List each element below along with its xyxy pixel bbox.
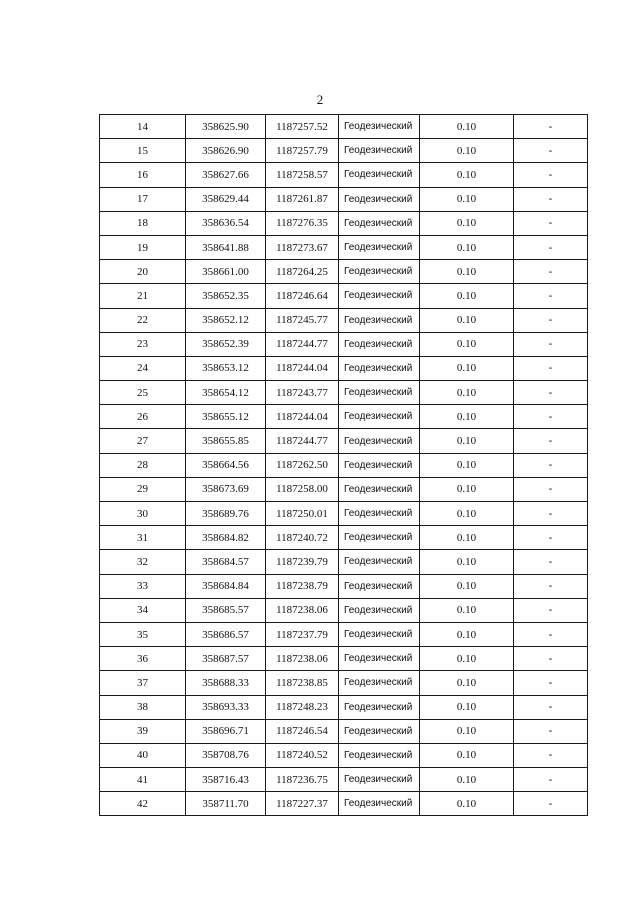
method-cell: Геодезический <box>339 235 420 259</box>
method-cell: Геодезический <box>339 647 420 671</box>
x-coordinate-cell: 358693.33 <box>186 695 266 719</box>
x-coordinate-cell: 358626.90 <box>186 139 266 163</box>
accuracy-cell: 0.10 <box>420 792 514 816</box>
table-row <box>100 260 588 284</box>
point-number-cell: 34 <box>100 598 186 622</box>
accuracy-cell: 0.10 <box>420 163 514 187</box>
method-cell: Геодезический <box>339 502 420 526</box>
x-coordinate-cell: 358664.56 <box>186 453 266 477</box>
table-row <box>100 502 588 526</box>
x-coordinate-cell: 358684.84 <box>186 574 266 598</box>
description-cell: - <box>514 719 588 743</box>
description-cell: - <box>514 647 588 671</box>
method-cell: Геодезический <box>339 356 420 380</box>
table-row <box>100 308 588 332</box>
description-cell: - <box>514 381 588 405</box>
method-cell: Геодезический <box>339 381 420 405</box>
point-number-cell: 16 <box>100 163 186 187</box>
y-coordinate-cell: 1187244.77 <box>266 332 339 356</box>
x-coordinate-cell: 358652.39 <box>186 332 266 356</box>
x-coordinate-cell: 358689.76 <box>186 502 266 526</box>
method-cell: Геодезический <box>339 768 420 792</box>
table-row <box>100 356 588 380</box>
point-number-cell: 15 <box>100 139 186 163</box>
point-number-cell: 14 <box>100 115 186 139</box>
table-row <box>100 187 588 211</box>
point-number-cell: 33 <box>100 574 186 598</box>
accuracy-cell: 0.10 <box>420 284 514 308</box>
y-coordinate-cell: 1187240.72 <box>266 526 339 550</box>
x-coordinate-cell: 358641.88 <box>186 235 266 259</box>
table-row <box>100 139 588 163</box>
description-cell: - <box>514 429 588 453</box>
y-coordinate-cell: 1187257.52 <box>266 115 339 139</box>
description-cell: - <box>514 695 588 719</box>
table-row <box>100 792 588 816</box>
description-cell: - <box>514 235 588 259</box>
description-cell: - <box>514 526 588 550</box>
method-cell: Геодезический <box>339 695 420 719</box>
description-cell: - <box>514 115 588 139</box>
x-coordinate-cell: 358684.82 <box>186 526 266 550</box>
y-coordinate-cell: 1187250.01 <box>266 502 339 526</box>
method-cell: Геодезический <box>339 429 420 453</box>
accuracy-cell: 0.10 <box>420 768 514 792</box>
point-number-cell: 19 <box>100 235 186 259</box>
method-cell: Геодезический <box>339 550 420 574</box>
table-row <box>100 453 588 477</box>
point-number-cell: 36 <box>100 647 186 671</box>
point-number-cell: 27 <box>100 429 186 453</box>
table-row <box>100 647 588 671</box>
x-coordinate-cell: 358685.57 <box>186 598 266 622</box>
table-row <box>100 405 588 429</box>
table-row <box>100 574 588 598</box>
x-coordinate-cell: 358629.44 <box>186 187 266 211</box>
x-coordinate-cell: 358686.57 <box>186 622 266 646</box>
table-row <box>100 743 588 767</box>
y-coordinate-cell: 1187246.54 <box>266 719 339 743</box>
method-cell: Геодезический <box>339 211 420 235</box>
x-coordinate-cell: 358673.69 <box>186 477 266 501</box>
method-cell: Геодезический <box>339 284 420 308</box>
method-cell: Геодезический <box>339 719 420 743</box>
description-cell: - <box>514 550 588 574</box>
x-coordinate-cell: 358652.35 <box>186 284 266 308</box>
description-cell: - <box>514 574 588 598</box>
accuracy-cell: 0.10 <box>420 187 514 211</box>
accuracy-cell: 0.10 <box>420 550 514 574</box>
coordinates-table-body <box>100 115 588 816</box>
description-cell: - <box>514 187 588 211</box>
y-coordinate-cell: 1187243.77 <box>266 381 339 405</box>
accuracy-cell: 0.10 <box>420 526 514 550</box>
x-coordinate-cell: 358655.85 <box>186 429 266 453</box>
point-number-cell: 24 <box>100 356 186 380</box>
y-coordinate-cell: 1187262.50 <box>266 453 339 477</box>
y-coordinate-cell: 1187264.25 <box>266 260 339 284</box>
y-coordinate-cell: 1187227.37 <box>266 792 339 816</box>
point-number-cell: 26 <box>100 405 186 429</box>
description-cell: - <box>514 260 588 284</box>
x-coordinate-cell: 358716.43 <box>186 768 266 792</box>
point-number-cell: 17 <box>100 187 186 211</box>
accuracy-cell: 0.10 <box>420 671 514 695</box>
y-coordinate-cell: 1187245.77 <box>266 308 339 332</box>
point-number-cell: 25 <box>100 381 186 405</box>
x-coordinate-cell: 358652.12 <box>186 308 266 332</box>
y-coordinate-cell: 1187238.06 <box>266 598 339 622</box>
point-number-cell: 37 <box>100 671 186 695</box>
point-number-cell: 29 <box>100 477 186 501</box>
x-coordinate-cell: 358661.00 <box>186 260 266 284</box>
table-row <box>100 284 588 308</box>
table-row <box>100 719 588 743</box>
description-cell: - <box>514 284 588 308</box>
method-cell: Геодезический <box>339 139 420 163</box>
point-number-cell: 32 <box>100 550 186 574</box>
accuracy-cell: 0.10 <box>420 235 514 259</box>
method-cell: Геодезический <box>339 260 420 284</box>
table-row <box>100 115 588 139</box>
y-coordinate-cell: 1187238.06 <box>266 647 339 671</box>
y-coordinate-cell: 1187239.79 <box>266 550 339 574</box>
description-cell: - <box>514 502 588 526</box>
x-coordinate-cell: 358654.12 <box>186 381 266 405</box>
table-row <box>100 671 588 695</box>
y-coordinate-cell: 1187257.79 <box>266 139 339 163</box>
point-number-cell: 22 <box>100 308 186 332</box>
point-number-cell: 28 <box>100 453 186 477</box>
y-coordinate-cell: 1187238.79 <box>266 574 339 598</box>
method-cell: Геодезический <box>339 332 420 356</box>
y-coordinate-cell: 1187244.04 <box>266 356 339 380</box>
description-cell: - <box>514 453 588 477</box>
method-cell: Геодезический <box>339 308 420 332</box>
method-cell: Геодезический <box>339 792 420 816</box>
point-number-cell: 21 <box>100 284 186 308</box>
accuracy-cell: 0.10 <box>420 381 514 405</box>
accuracy-cell: 0.10 <box>420 574 514 598</box>
point-number-cell: 40 <box>100 743 186 767</box>
x-coordinate-cell: 358627.66 <box>186 163 266 187</box>
method-cell: Геодезический <box>339 163 420 187</box>
x-coordinate-cell: 358708.76 <box>186 743 266 767</box>
table-row <box>100 381 588 405</box>
method-cell: Геодезический <box>339 598 420 622</box>
y-coordinate-cell: 1187244.77 <box>266 429 339 453</box>
y-coordinate-cell: 1187238.85 <box>266 671 339 695</box>
accuracy-cell: 0.10 <box>420 622 514 646</box>
accuracy-cell: 0.10 <box>420 743 514 767</box>
description-cell: - <box>514 743 588 767</box>
point-number-cell: 35 <box>100 622 186 646</box>
accuracy-cell: 0.10 <box>420 405 514 429</box>
table-row <box>100 163 588 187</box>
table-row <box>100 235 588 259</box>
table-row <box>100 429 588 453</box>
description-cell: - <box>514 308 588 332</box>
accuracy-cell: 0.10 <box>420 598 514 622</box>
x-coordinate-cell: 358684.57 <box>186 550 266 574</box>
table-row <box>100 695 588 719</box>
description-cell: - <box>514 622 588 646</box>
method-cell: Геодезический <box>339 743 420 767</box>
point-number-cell: 20 <box>100 260 186 284</box>
y-coordinate-cell: 1187276.35 <box>266 211 339 235</box>
x-coordinate-cell: 358655.12 <box>186 405 266 429</box>
accuracy-cell: 0.10 <box>420 719 514 743</box>
point-number-cell: 41 <box>100 768 186 792</box>
x-coordinate-cell: 358625.90 <box>186 115 266 139</box>
y-coordinate-cell: 1187258.57 <box>266 163 339 187</box>
description-cell: - <box>514 139 588 163</box>
point-number-cell: 31 <box>100 526 186 550</box>
method-cell: Геодезический <box>339 187 420 211</box>
y-coordinate-cell: 1187240.52 <box>266 743 339 767</box>
table-row <box>100 768 588 792</box>
y-coordinate-cell: 1187261.87 <box>266 187 339 211</box>
accuracy-cell: 0.10 <box>420 139 514 163</box>
description-cell: - <box>514 163 588 187</box>
x-coordinate-cell: 358711.70 <box>186 792 266 816</box>
accuracy-cell: 0.10 <box>420 308 514 332</box>
accuracy-cell: 0.10 <box>420 429 514 453</box>
method-cell: Геодезический <box>339 405 420 429</box>
accuracy-cell: 0.10 <box>420 356 514 380</box>
method-cell: Геодезический <box>339 671 420 695</box>
coordinates-table <box>99 114 588 816</box>
accuracy-cell: 0.10 <box>420 332 514 356</box>
x-coordinate-cell: 358696.71 <box>186 719 266 743</box>
description-cell: - <box>514 477 588 501</box>
description-cell: - <box>514 211 588 235</box>
y-coordinate-cell: 1187237.79 <box>266 622 339 646</box>
table-row <box>100 211 588 235</box>
description-cell: - <box>514 356 588 380</box>
accuracy-cell: 0.10 <box>420 211 514 235</box>
description-cell: - <box>514 768 588 792</box>
y-coordinate-cell: 1187246.64 <box>266 284 339 308</box>
table-row <box>100 526 588 550</box>
method-cell: Геодезический <box>339 622 420 646</box>
accuracy-cell: 0.10 <box>420 477 514 501</box>
y-coordinate-cell: 1187244.04 <box>266 405 339 429</box>
description-cell: - <box>514 671 588 695</box>
y-coordinate-cell: 1187258.00 <box>266 477 339 501</box>
table-row <box>100 550 588 574</box>
x-coordinate-cell: 358688.33 <box>186 671 266 695</box>
table-row <box>100 332 588 356</box>
description-cell: - <box>514 332 588 356</box>
method-cell: Геодезический <box>339 574 420 598</box>
x-coordinate-cell: 358687.57 <box>186 647 266 671</box>
point-number-cell: 39 <box>100 719 186 743</box>
accuracy-cell: 0.10 <box>420 260 514 284</box>
accuracy-cell: 0.10 <box>420 695 514 719</box>
description-cell: - <box>514 792 588 816</box>
method-cell: Геодезический <box>339 477 420 501</box>
point-number-cell: 30 <box>100 502 186 526</box>
point-number-cell: 18 <box>100 211 186 235</box>
y-coordinate-cell: 1187273.67 <box>266 235 339 259</box>
point-number-cell: 23 <box>100 332 186 356</box>
accuracy-cell: 0.10 <box>420 647 514 671</box>
accuracy-cell: 0.10 <box>420 453 514 477</box>
description-cell: - <box>514 598 588 622</box>
x-coordinate-cell: 358636.54 <box>186 211 266 235</box>
page-number: 2 <box>316 92 324 107</box>
x-coordinate-cell: 358653.12 <box>186 356 266 380</box>
accuracy-cell: 0.10 <box>420 115 514 139</box>
y-coordinate-cell: 1187248.23 <box>266 695 339 719</box>
table-row <box>100 622 588 646</box>
point-number-cell: 38 <box>100 695 186 719</box>
accuracy-cell: 0.10 <box>420 502 514 526</box>
table-row <box>100 598 588 622</box>
method-cell: Геодезический <box>339 453 420 477</box>
description-cell: - <box>514 405 588 429</box>
table-row <box>100 477 588 501</box>
y-coordinate-cell: 1187236.75 <box>266 768 339 792</box>
method-cell: Геодезический <box>339 526 420 550</box>
point-number-cell: 42 <box>100 792 186 816</box>
method-cell: Геодезический <box>339 115 420 139</box>
